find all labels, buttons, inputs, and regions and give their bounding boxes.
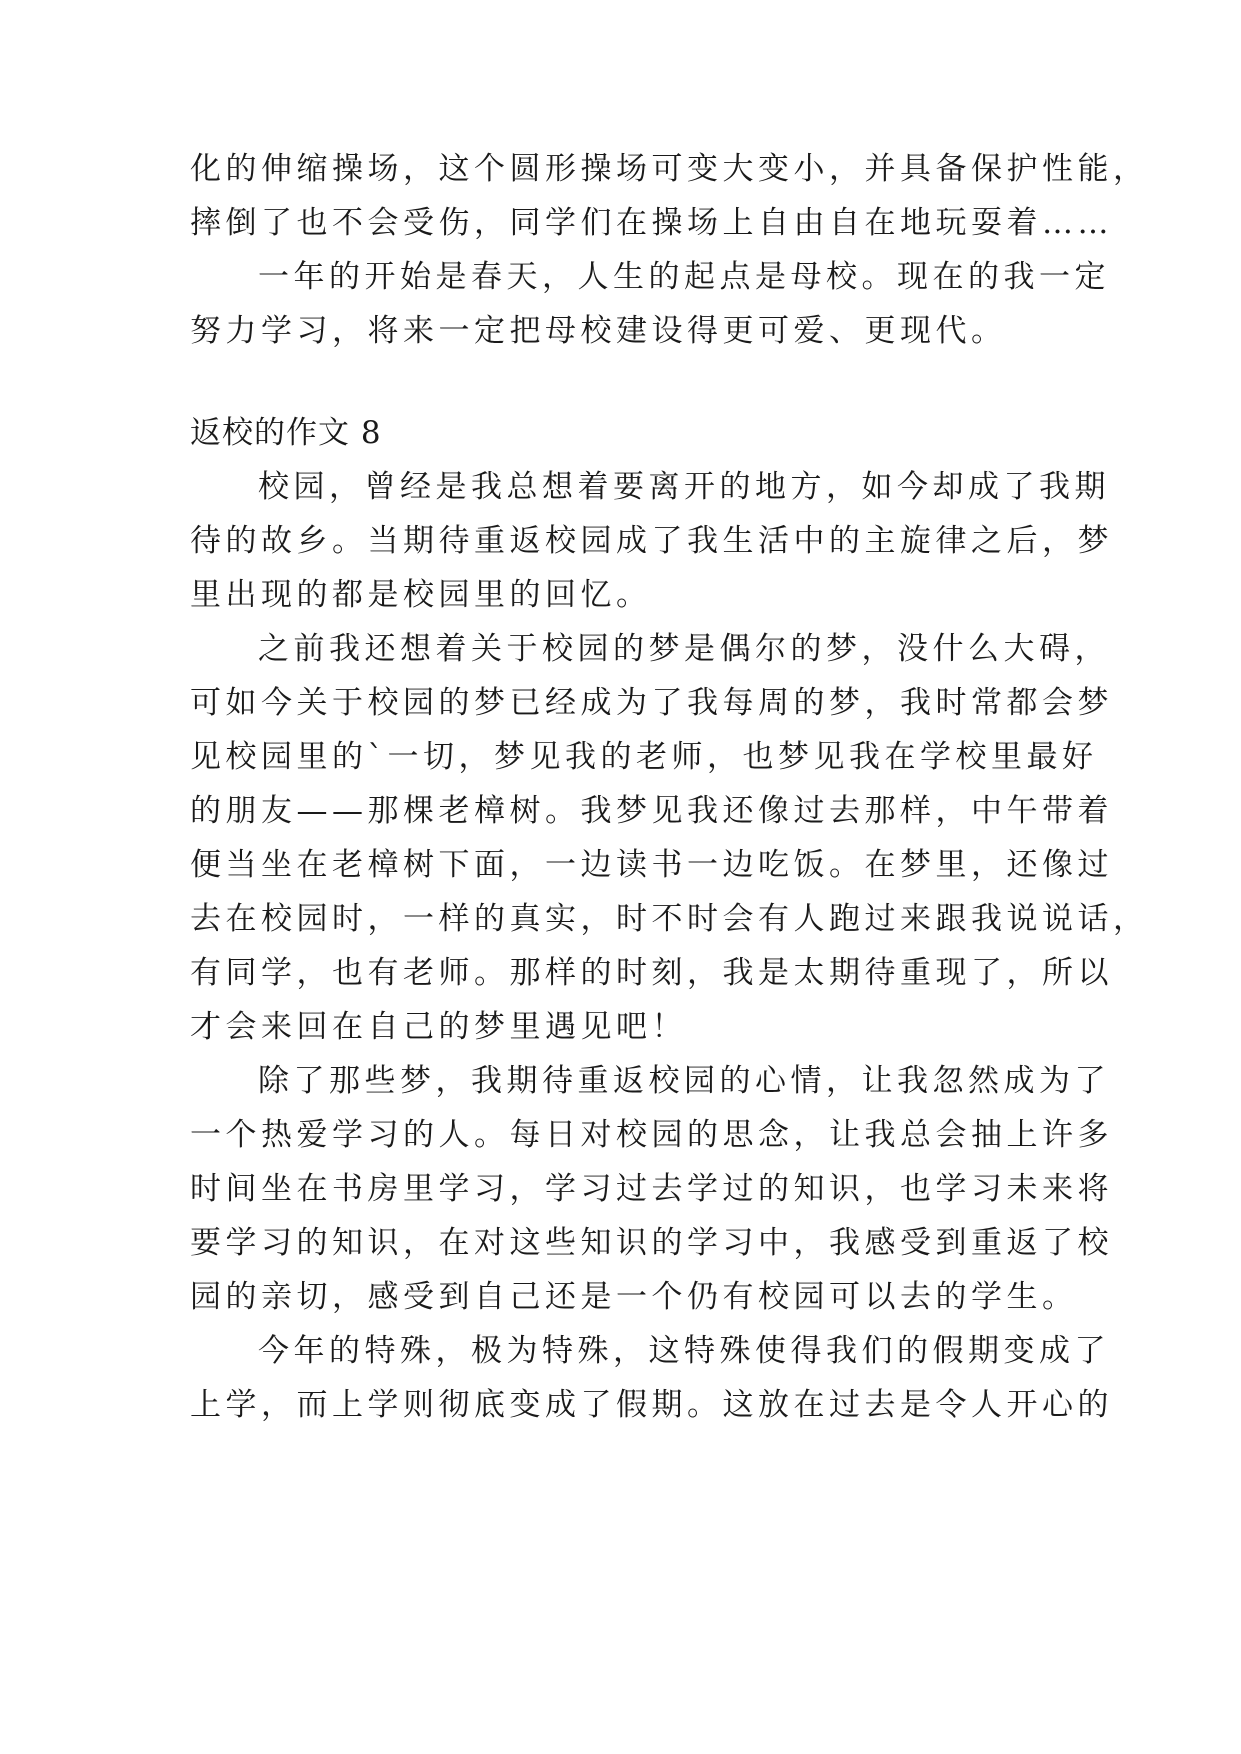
text-line: 除了那些梦，我期待重返校园的心情，让我忽然成为了 — [258, 1063, 1110, 1099]
text-line: 努力学习，将来一定把母校建设得更可爱、更现代。 — [190, 313, 1007, 349]
text-line: 可如今关于校园的梦已经成为了我每周的梦，我时常都会梦 — [190, 685, 1113, 721]
text-line: 摔倒了也不会受伤，同学们在操场上自由自在地玩耍着…… — [190, 205, 1113, 241]
text-line: 有同学，也有老师。那样的时刻，我是太期待重现了，所以 — [190, 955, 1113, 991]
text-line: 一年的开始是春天，人生的起点是母校。现在的我一定 — [258, 259, 1110, 295]
text-line: 化的伸缩操场，这个圆形操场可变大变小，并具备保护性能， — [190, 151, 1149, 187]
text-line: 之前我还想着关于校园的梦是偶尔的梦，没什么大碍， — [258, 631, 1110, 667]
section-title: 返校的作文 8 — [190, 415, 382, 451]
text-line: 校园，曾经是我总想着要离开的地方，如今却成了我期 — [258, 469, 1110, 505]
text-line: 待的故乡。当期待重返校园成了我生活中的主旋律之后，梦 — [190, 523, 1113, 559]
text-line: 便当坐在老樟树下面，一边读书一边吃饭。在梦里，还像过 — [190, 847, 1113, 883]
text-line: 时间坐在书房里学习，学习过去学过的知识，也学习未来将 — [190, 1171, 1113, 1207]
text-line: 见校园里的`一切，梦见我的老师，也梦见我在学校里最好 — [190, 739, 1098, 775]
text-line: 一个热爱学习的人。每日对校园的思念，让我总会抽上许多 — [190, 1117, 1113, 1153]
text-line: 去在校园时，一样的真实，时不时会有人跑过来跟我说说话， — [190, 901, 1149, 937]
text-line: 才会来回在自己的梦里遇见吧！ — [190, 1009, 687, 1045]
text-line: 今年的特殊，极为特殊，这特殊使得我们的假期变成了 — [258, 1333, 1110, 1369]
text-line: 的朋友——那棵老樟树。我梦见我还像过去那样，中午带着 — [190, 793, 1113, 829]
text-line: 园的亲切，感受到自己还是一个仍有校园可以去的学生。 — [190, 1279, 1078, 1315]
text-line: 里出现的都是校园里的回忆。 — [190, 577, 652, 613]
text-line: 要学习的知识，在对这些知识的学习中，我感受到重返了校 — [190, 1225, 1113, 1261]
text-line: 上学，而上学则彻底变成了假期。这放在过去是令人开心的 — [190, 1387, 1113, 1423]
